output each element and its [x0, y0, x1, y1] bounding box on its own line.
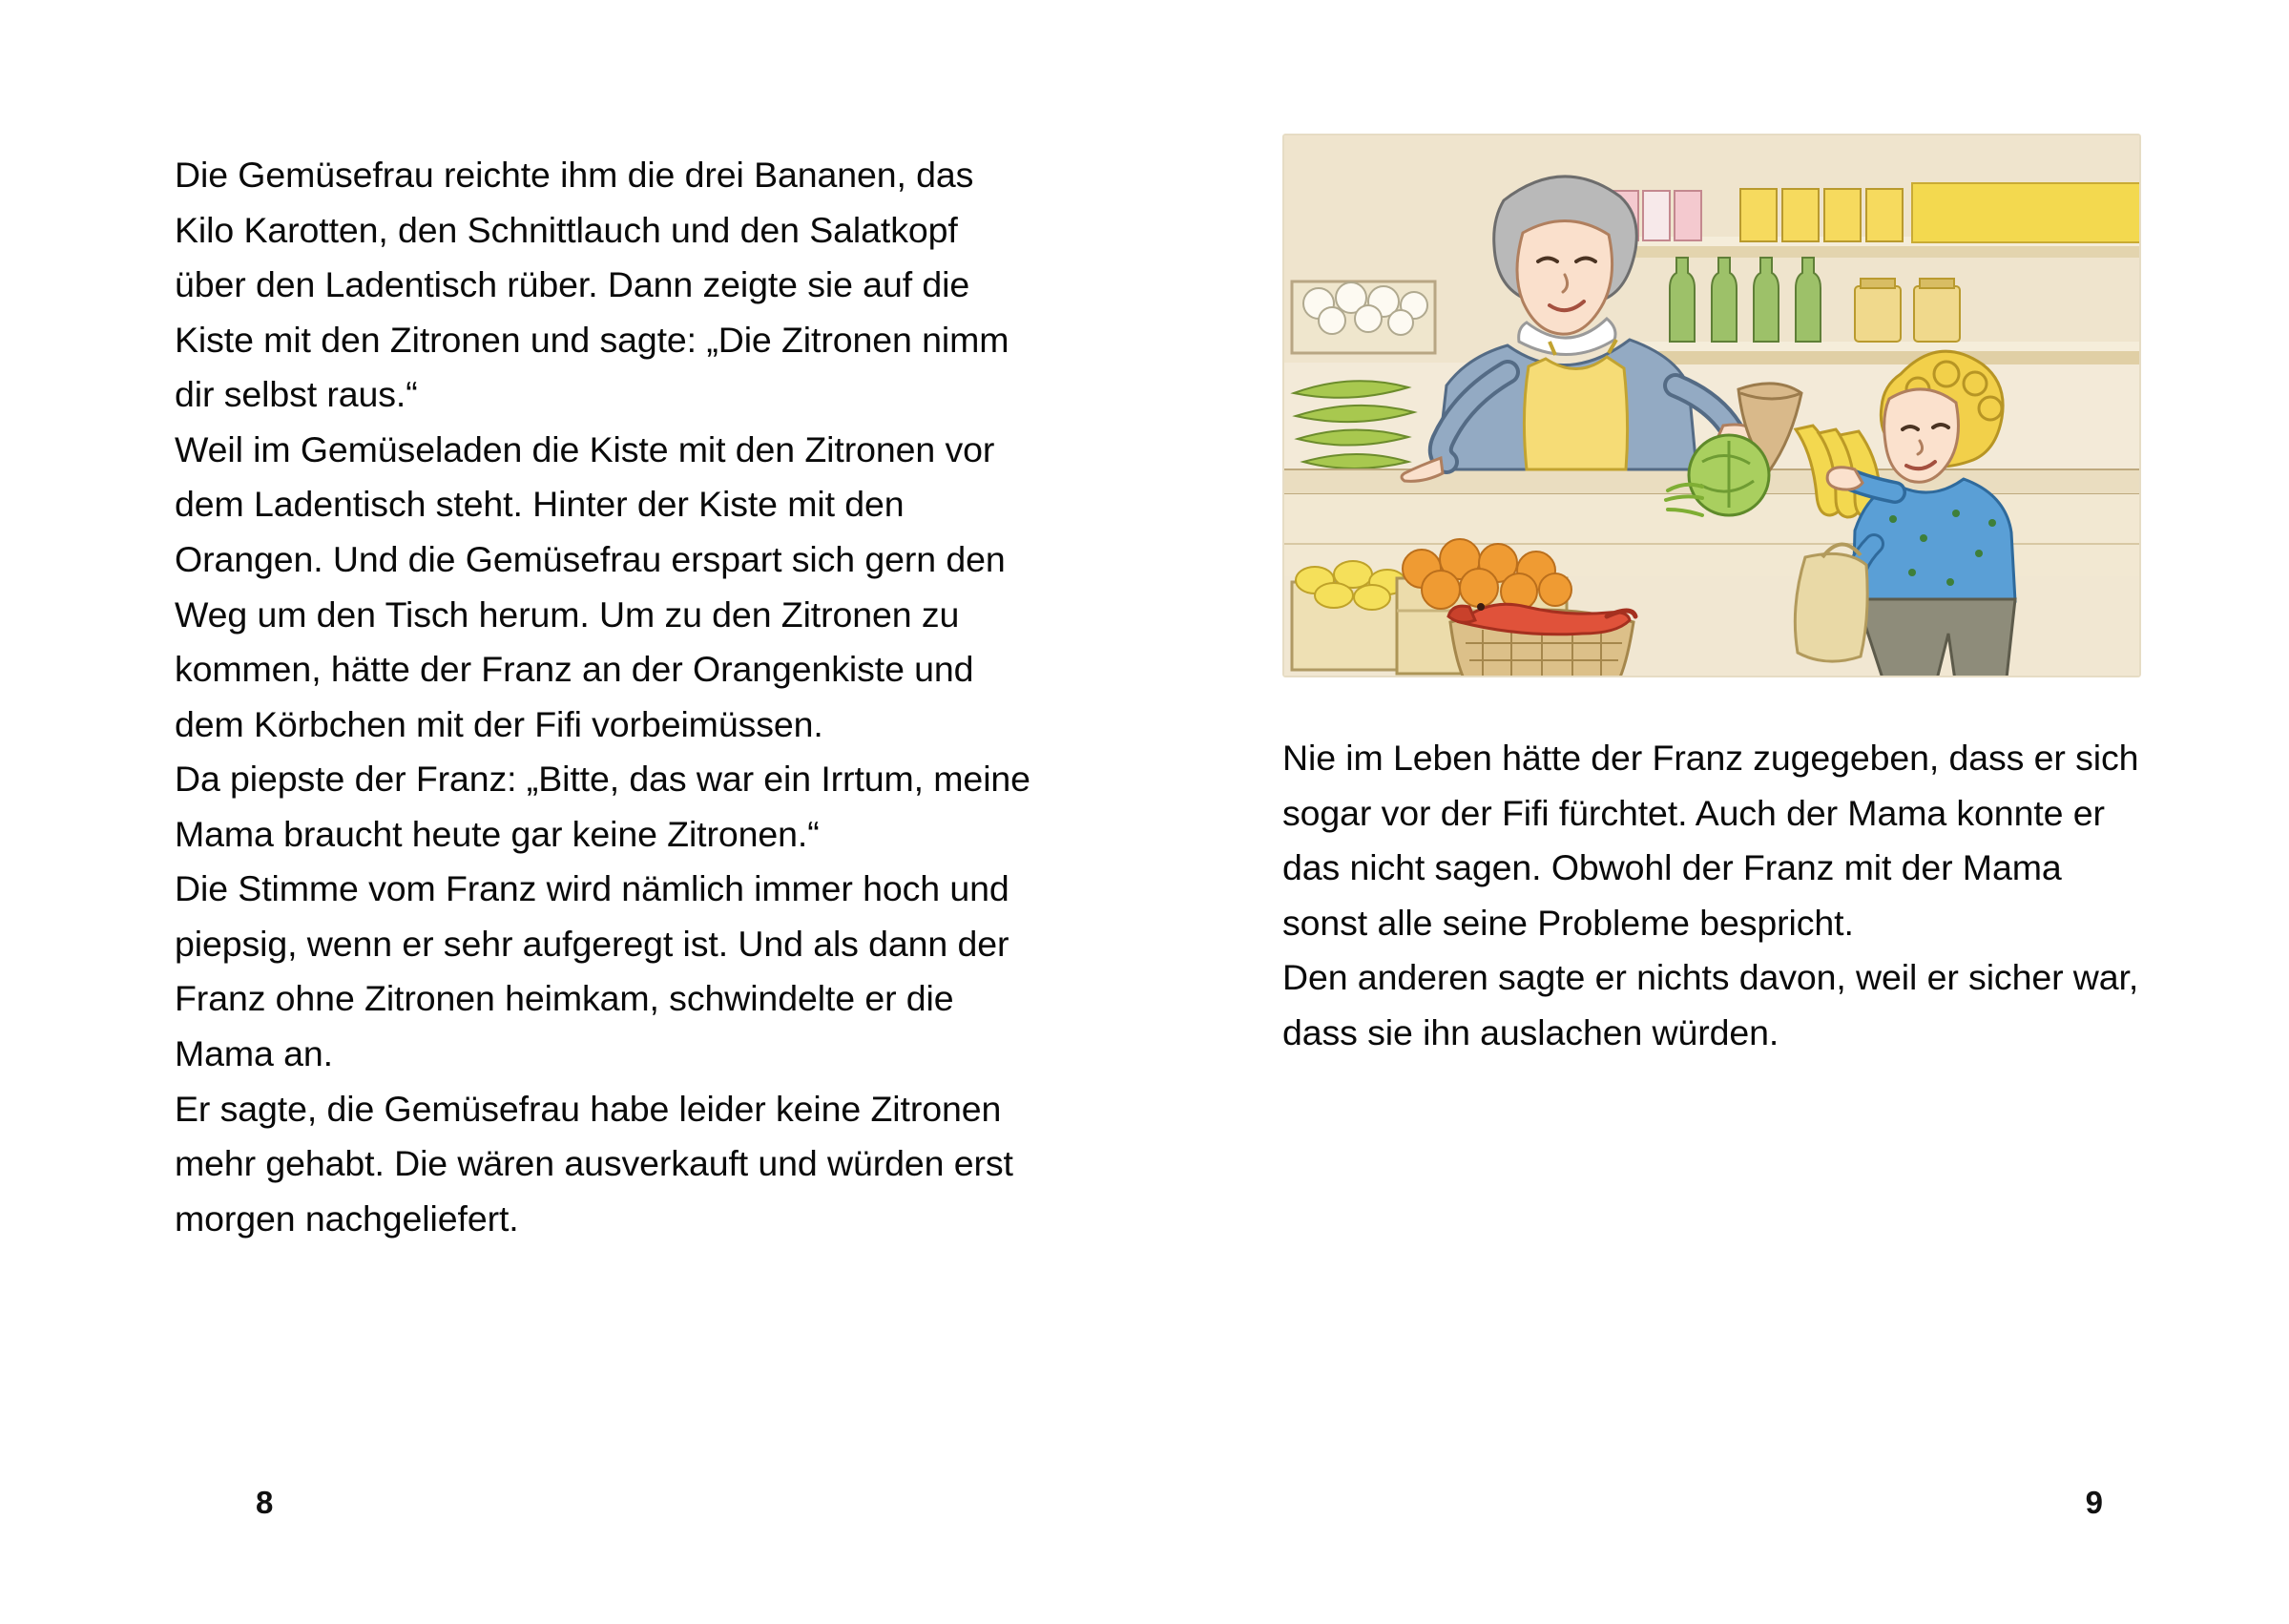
- right-page-text: [1282, 731, 2141, 1060]
- dog-basket-fifi: [1448, 603, 1635, 677]
- lemon-crate: [1292, 561, 1405, 670]
- lettuce-head: [1689, 435, 1769, 515]
- illustration-svg: [1282, 134, 2141, 677]
- paragraph: Weil im Gemüseladen die Kiste mit den Zitronen vor dem Ladentisch steht. Hinter der Kiste mit den Orangen. Und die Gemüsefrau erspart sich gern den Weg um den Tisch herum. Um zu den Zitronen zu kommen, hätte der Franz an der Orangenkiste und dem Körbchen mit der Fifi vorbeimüssen.: [175, 428, 1006, 744]
- page-number-right: 9: [2085, 1485, 2103, 1520]
- right-page: [1144, 0, 2289, 1624]
- left-page-text: [175, 148, 1033, 1246]
- page-number-left: 8: [256, 1485, 274, 1520]
- paragraph: Er sagte, die Gemüsefrau habe leider keine Zitronen mehr gehabt. Die wären ausverkauft und würden erst morgen nachgeliefert.: [175, 1088, 1013, 1239]
- greengrocer-shop-illustration: [1282, 134, 2141, 677]
- cauliflower-crate: [1292, 281, 1435, 353]
- shopping-bag: [1795, 544, 1867, 661]
- paragraph: Die Stimme vom Franz wird nämlich immer hoch und piepsig, wenn er sehr aufgeregt ist. Und als dann der Franz ohne Zitronen heimkam, schwindelte er die Mama an.: [175, 868, 1009, 1073]
- paragraph: Nie im Leben hätte der Franz zugegeben, dass er sich sogar vor der Fifi fürchtet. Auch der Mama konnte er das nicht sagen. Obwohl der Franz mit der Mama sonst alle seine Probleme bespricht.: [1282, 738, 2139, 943]
- left-page: [0, 0, 1144, 1624]
- paragraph: Da piepste der Franz: „Bitte, das war ein Irrtum, meine Mama braucht heute gar keine Zitronen.“: [175, 759, 1030, 854]
- paragraph: Den anderen sagte er nichts davon, weil er sicher war, dass sie ihn auslachen würden.: [1282, 957, 2139, 1052]
- paragraph: Die Gemüsefrau reichte ihm die drei Bananen, das Kilo Karotten, den Schnittlauch und den Salatkopf über den Ladentisch rüber. Dann zeigte sie auf die Kiste mit den Zitronen und sagte: „Die Zitronen nimm dir selbst raus.“: [175, 155, 1009, 415]
